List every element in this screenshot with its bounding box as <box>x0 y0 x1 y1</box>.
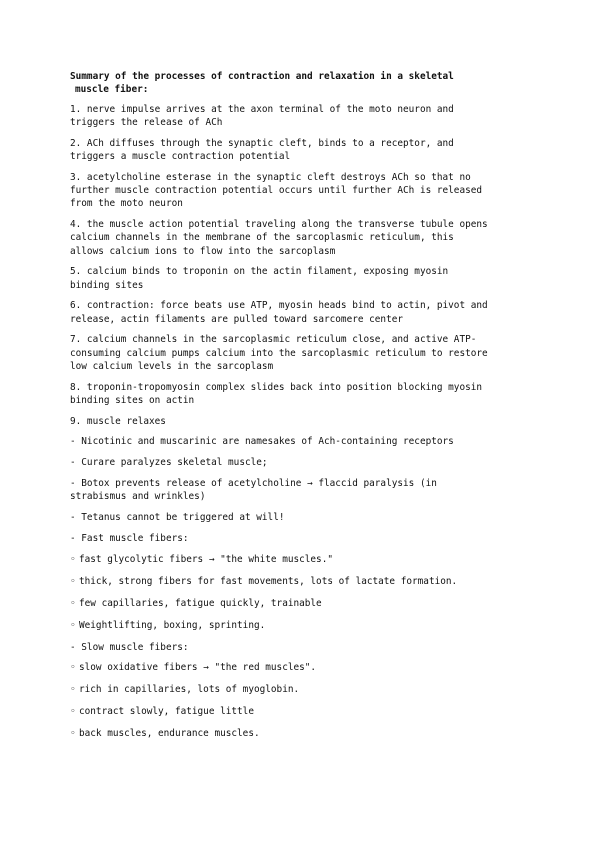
slow-bullet-2: rich in capillaries, lots of myoglobin. <box>79 684 300 696</box>
bullet-icon: ◦ <box>70 575 76 587</box>
step-3: 3. acetylcholine esterase in the synaptic cleft destroys ACh so that no further muscle contraction potential occurs until further ACh is released from the moto neuron <box>70 172 483 210</box>
note-tetanus: - Tetanus cannot be triggered at will! <box>70 512 285 523</box>
fast-bullet-4: Weightlifting, boxing, sprinting. <box>79 619 266 631</box>
step-9: 9. muscle relaxes <box>70 415 166 427</box>
summary-title: Summary of the processes of contraction and relaxation in a skeletal muscle fiber: <box>70 71 454 95</box>
step-1: 1. nerve impulse arrives at the axon terminal of the moto neuron and triggers the release of ACh <box>70 104 454 129</box>
slow-bullet-4: back muscles, endurance muscles. <box>79 728 260 740</box>
bullet-icon: ◦ <box>70 553 76 565</box>
list-item <box>70 683 530 696</box>
list-item <box>70 553 530 566</box>
bullet-icon: ◦ <box>70 662 76 674</box>
step-8: 8. troponin-tropomyosin complex slides back into position blocking myosin binding sites on actin <box>70 381 483 406</box>
note-receptors: - Nicotinic and muscarinic are namesakes of Ach-containing receptors <box>70 436 454 448</box>
bullet-icon: ◦ <box>70 706 76 718</box>
list-item <box>70 727 530 740</box>
slow-bullet-1: slow oxidative fibers → "the red muscles". <box>79 662 317 674</box>
step-6: 6. contraction: force beats use ATP, myosin heads bind to actin, pivot and release, actin filaments are pulled toward sarcomere center <box>70 300 488 325</box>
step-4: 4. the muscle action potential traveling along the transverse tubule opens calcium channels in the membrane of the sarcoplasmic reticulum, this allows calcium ions to flow into the sarcoplasm <box>70 219 488 257</box>
slow-bullet-3: contract slowly, fatigue little <box>79 706 254 718</box>
step-7: 7. calcium channels in the sarcoplasmic reticulum close, and active ATP- consuming calcium pumps calcium into the sarcoplasmic reticulum to restore low calcium levels in the sarcoplasm <box>70 334 488 372</box>
list-item <box>70 661 530 674</box>
bullet-icon: ◦ <box>70 619 76 631</box>
note-botox: - Botox prevents release of acetylcholine → flaccid paralysis (in strabismus and wrinkles) <box>70 478 437 503</box>
list-item <box>70 705 530 718</box>
step-2: 2. ACh diffuses through the synaptic cleft, binds to a receptor, and triggers a muscle contraction potential <box>70 138 454 163</box>
list-item <box>70 619 530 632</box>
fast-bullet-3: few capillaries, fatigue quickly, trainable <box>79 597 322 609</box>
fast-bullet-2: thick, strong fibers for fast movements, lots of lactate formation. <box>79 575 458 587</box>
note-curare: - Curare paralyzes skeletal muscle; <box>70 457 268 469</box>
document-page <box>70 70 530 749</box>
slow-fibers-heading: - Slow muscle fibers: <box>70 641 189 653</box>
bullet-icon: ◦ <box>70 684 76 696</box>
bullet-icon: ◦ <box>70 728 76 740</box>
list-item <box>70 597 530 610</box>
fast-fibers-heading: - Fast muscle fibers: <box>70 532 189 544</box>
bullet-icon: ◦ <box>70 597 76 609</box>
list-item <box>70 575 530 588</box>
step-5: 5. calcium binds to troponin on the actin filament, exposing myosin binding sites <box>70 266 449 291</box>
fast-bullet-1: fast glycolytic fibers → "the white muscles." <box>79 553 333 565</box>
